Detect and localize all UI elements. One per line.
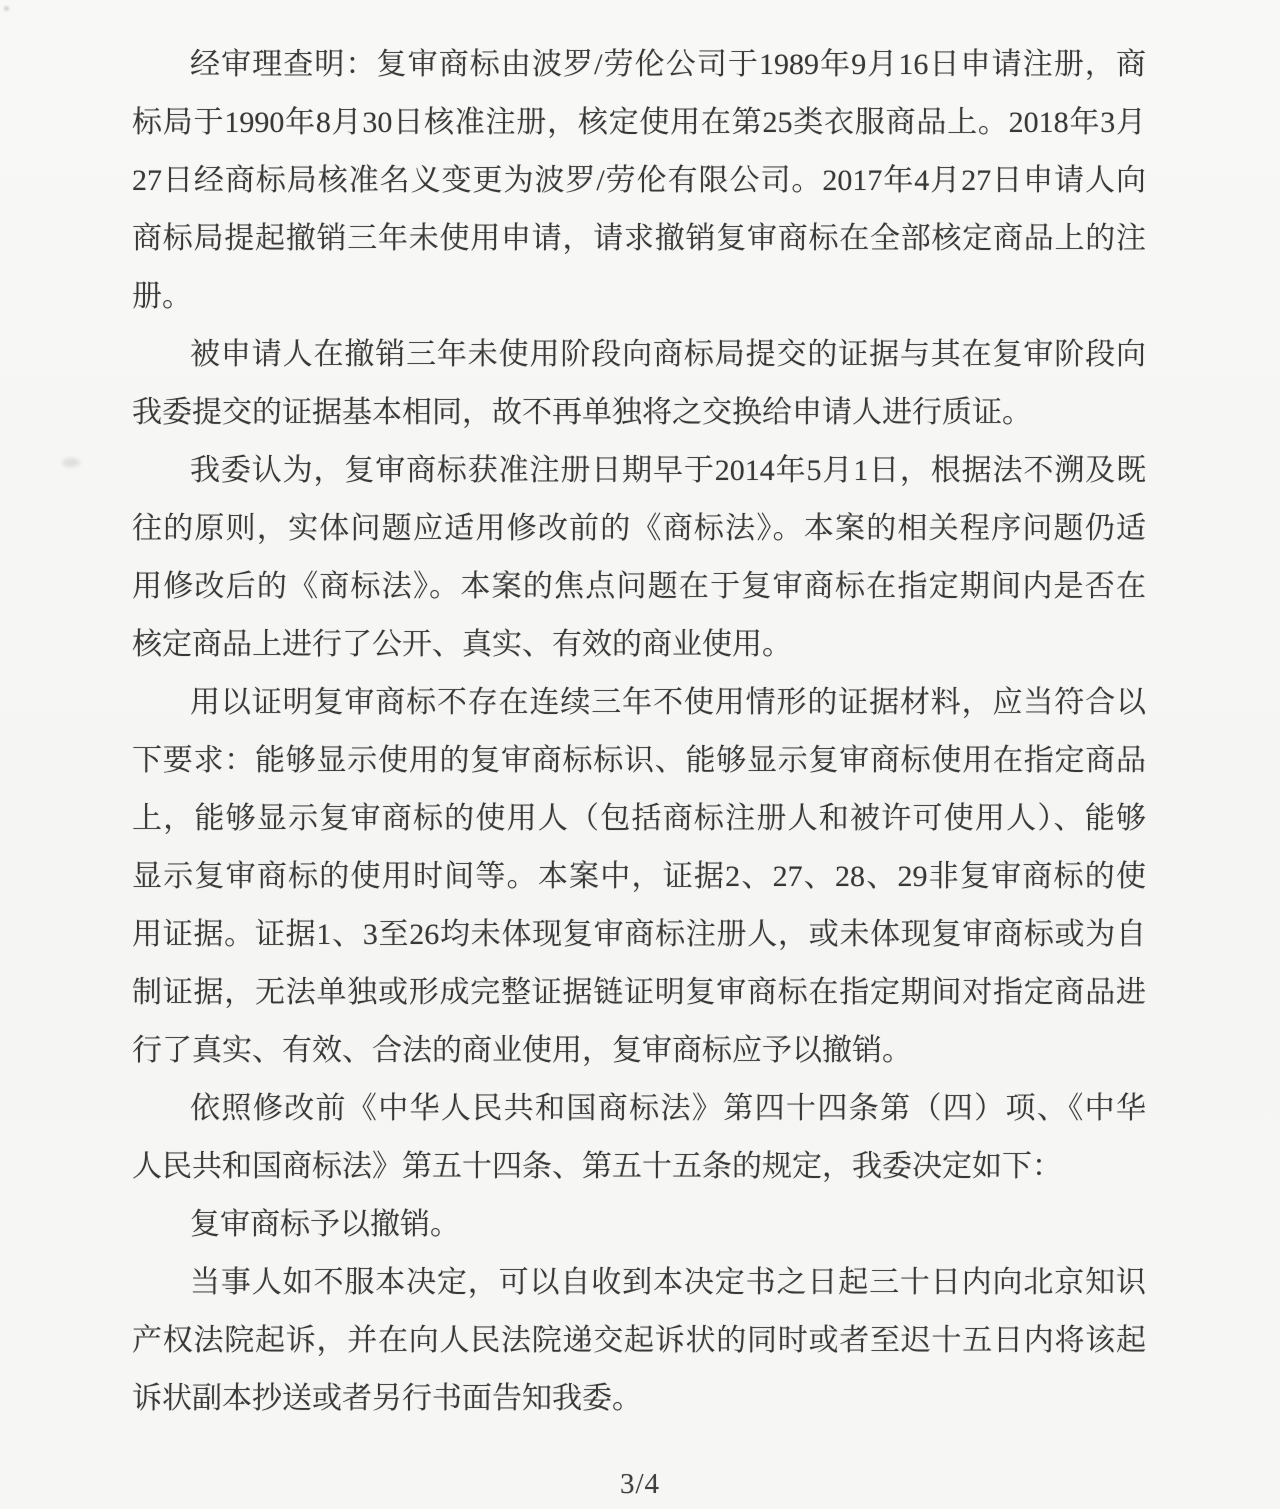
text-line: 册。 xyxy=(132,280,192,313)
paragraph xyxy=(132,326,1146,442)
paragraph xyxy=(132,1196,1146,1254)
text-line: 标局于1990年8月30日核准注册，核定使用在第25类衣服商品上。2018年3月 xyxy=(132,106,1146,139)
text-line: 上，能够显示复审商标的使用人（包括商标注册人和被许可使用人）、能够 xyxy=(132,802,1146,835)
page-footer xyxy=(0,1464,1280,1504)
text-line: 用修改后的《商标法》。本案的焦点问题在于复审商标在指定期间内是否在 xyxy=(132,570,1146,603)
text-line: 显示复审商标的使用时间等。本案中，证据2、27、28、29非复审商标的使 xyxy=(132,860,1146,893)
text-line: 用以证明复审商标不存在连续三年不使用情形的证据材料，应当符合以 xyxy=(190,686,1146,719)
paragraph xyxy=(132,36,1146,326)
text-line: 我委提交的证据基本相同，故不再单独将之交换给申请人进行质证。 xyxy=(132,396,1032,429)
document-body xyxy=(132,36,1146,1428)
text-line: 人民共和国商标法》第五十四条、第五十五条的规定，我委决定如下： xyxy=(132,1150,1062,1183)
text-line: 复审商标予以撤销。 xyxy=(190,1208,460,1241)
paragraph xyxy=(132,1080,1146,1196)
text-line: 产权法院起诉，并在向人民法院递交起诉状的同时或者至迟十五日内将该起 xyxy=(132,1324,1146,1357)
paragraph xyxy=(132,442,1146,674)
text-line: 下要求：能够显示使用的复审商标标识、能够显示复审商标使用在指定商品 xyxy=(132,744,1146,777)
text-line: 行了真实、有效、合法的商业使用，复审商标应予以撤销。 xyxy=(132,1034,912,1067)
page-number: 3/4 xyxy=(619,1468,661,1500)
text-line: 商标局提起撤销三年未使用申请，请求撤销复审商标在全部核定商品上的注 xyxy=(132,222,1146,255)
text-line: 诉状副本抄送或者另行书面告知我委。 xyxy=(132,1382,642,1415)
paragraph xyxy=(132,674,1146,1080)
text-line: 我委认为，复审商标获准注册日期早于2014年5月1日，根据法不溯及既 xyxy=(190,454,1146,487)
paragraph xyxy=(132,1254,1146,1428)
text-line: 经审理查明：复审商标由波罗/劳伦公司于1989年9月16日申请注册，商 xyxy=(190,48,1146,81)
text-line: 当事人如不服本决定，可以自收到本决定书之日起三十日内向北京知识 xyxy=(190,1266,1146,1299)
text-line: 制证据，无法单独或形成完整证据链证明复审商标在指定期间对指定商品进 xyxy=(132,976,1146,1009)
scan-speck xyxy=(4,6,9,11)
text-line: 依照修改前《中华人民共和国商标法》第四十四条第（四）项、《中华 xyxy=(190,1092,1146,1125)
text-line: 被申请人在撤销三年未使用阶段向商标局提交的证据与其在复审阶段向 xyxy=(190,338,1146,371)
text-line: 27日经商标局核准名义变更为波罗/劳伦有限公司。2017年4月27日申请人向 xyxy=(132,164,1146,197)
text-line: 往的原则，实体问题应适用修改前的《商标法》。本案的相关程序问题仍适 xyxy=(132,512,1146,545)
text-line: 用证据。证据1、3至26均未体现复审商标注册人，或未体现复审商标或为自 xyxy=(132,918,1146,951)
scan-smudge xyxy=(62,458,80,467)
text-line: 核定商品上进行了公开、真实、有效的商业使用。 xyxy=(132,628,792,661)
